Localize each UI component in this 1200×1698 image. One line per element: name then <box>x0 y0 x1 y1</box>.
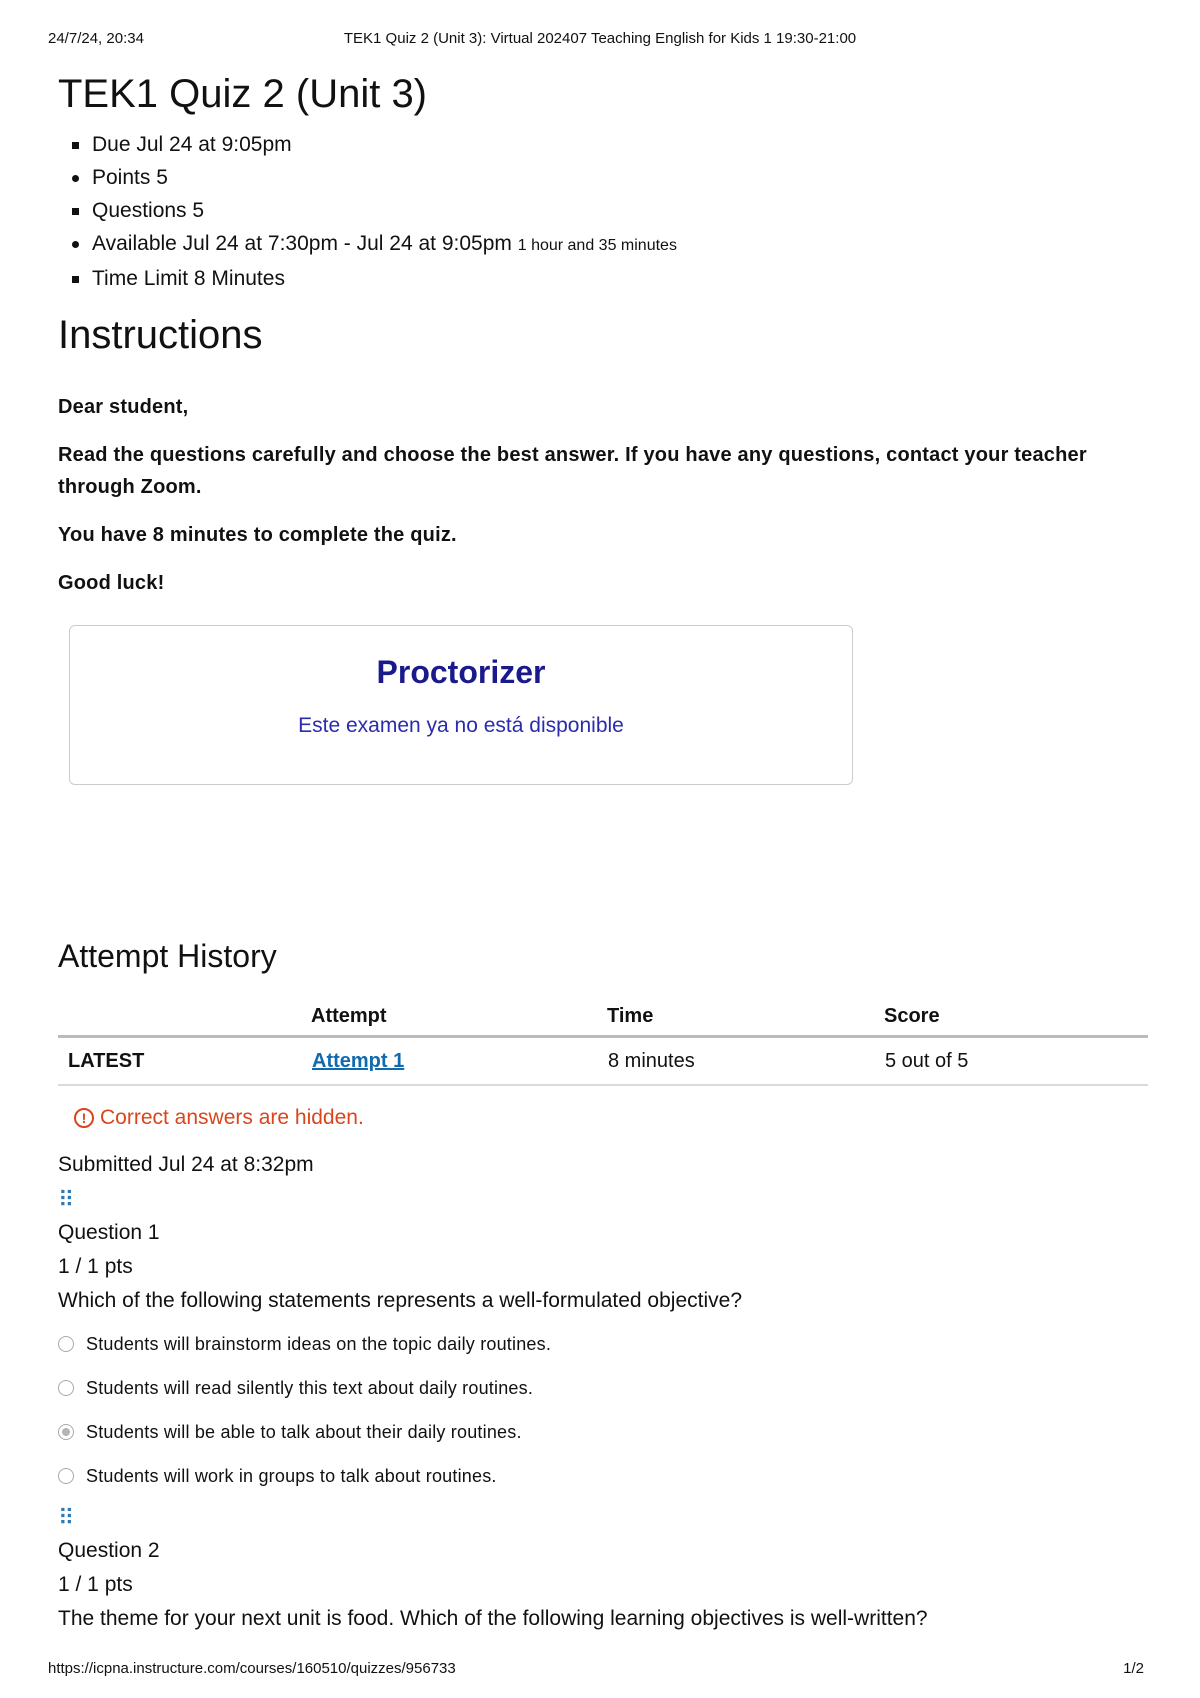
question-1-points: 1 / 1 pts <box>58 1255 133 1278</box>
page-title: TEK1 Quiz 2 (Unit 3) <box>58 72 428 116</box>
instructions-body <box>58 391 1148 599</box>
instructions-heading: Instructions <box>58 313 263 357</box>
quiz-meta-list <box>58 128 1148 295</box>
col-header-attempt: Attempt <box>311 997 607 1037</box>
answers-hidden-text: Correct answers are hidden. <box>100 1106 364 1129</box>
question-1-text: Which of the following statements represents a well-formulated objective? <box>58 1289 742 1312</box>
answer-option-text: Students will brainstorm ideas on the topic daily routines. <box>86 1333 552 1354</box>
meta-available-duration: 1 hour and 35 minutes <box>517 237 677 254</box>
radio-button[interactable] <box>58 1380 74 1396</box>
answer-option[interactable] <box>58 1454 1148 1498</box>
col-header-score: Score <box>884 997 1148 1037</box>
answer-option-text: Students will be able to talk about their daily routines. <box>86 1421 522 1442</box>
instructions-para1: Read the questions carefully and choose the best answer. If you have any questions, contact your teacher through Zoom. <box>58 444 1087 498</box>
meta-available-range: Available Jul 24 at 7:30pm - Jul 24 at 9:05pm <box>92 232 512 255</box>
attempt-cell <box>311 1037 607 1086</box>
table-header-row <box>58 997 1148 1037</box>
instructions-greeting: Dear student, <box>58 396 189 418</box>
answers-hidden-notice <box>74 1106 1148 1130</box>
attempt-1-link[interactable]: Attempt 1 <box>312 1049 405 1072</box>
submitted-timestamp: Submitted Jul 24 at 8:32pm <box>58 1153 314 1176</box>
answer-option-text: Students will work in groups to talk about routines. <box>86 1465 497 1486</box>
question-2-points: 1 / 1 pts <box>58 1573 133 1596</box>
answer-option-selected[interactable] <box>58 1410 1148 1454</box>
attempt-score: 5 out of 5 <box>884 1037 1148 1086</box>
question-2-label: Question 2 <box>58 1539 160 1562</box>
print-doc-title: TEK1 Quiz 2 (Unit 3): Virtual 202407 Teaching English for Kids 1 19:30-21:00 <box>343 30 857 47</box>
print-page-number: 1/2 <box>1123 1660 1144 1677</box>
question-1-label: Question 1 <box>58 1221 160 1244</box>
meta-questions: Questions 5 <box>92 194 1148 227</box>
answer-option[interactable] <box>58 1322 1148 1366</box>
answer-option[interactable] <box>58 1366 1148 1410</box>
question-2-text: The theme for your next unit is food. Which of the following learning objectives is well-written? <box>58 1607 928 1630</box>
proctorizer-title: Proctorizer <box>376 654 546 690</box>
instructions-para2: You have 8 minutes to complete the quiz. <box>58 524 457 546</box>
drag-handle-icon[interactable]: ⠿ <box>58 1505 73 1530</box>
attempt-history-heading: Attempt History <box>58 938 277 974</box>
table-row <box>58 1037 1148 1086</box>
attempt-label: LATEST <box>58 1037 311 1086</box>
meta-due: Due Jul 24 at 9:05pm <box>92 128 1148 161</box>
attempt-time: 8 minutes <box>607 1037 884 1086</box>
answer-option-text: Students will read silently this text about daily routines. <box>86 1377 534 1398</box>
instructions-closing: Good luck! <box>58 572 165 594</box>
question-1-answers <box>58 1322 1148 1498</box>
quiz-content <box>58 68 1148 1634</box>
drag-handle-icon[interactable]: ⠿ <box>58 1187 73 1212</box>
proctorizer-message: Este examen ya no está disponible <box>298 714 624 737</box>
print-datetime: 24/7/24, 20:34 <box>48 30 144 47</box>
radio-button-selected[interactable] <box>58 1424 74 1440</box>
col-header-label <box>58 997 311 1037</box>
attempt-history-table <box>58 997 1148 1086</box>
print-header <box>48 30 1152 50</box>
radio-button[interactable] <box>58 1336 74 1352</box>
meta-available <box>92 227 1148 262</box>
proctorizer-panel <box>69 625 853 785</box>
meta-points: Points 5 <box>92 161 1148 194</box>
col-header-time: Time <box>607 997 884 1037</box>
alert-circle-icon: ! <box>74 1108 94 1128</box>
meta-time-limit: Time Limit 8 Minutes <box>92 262 1148 295</box>
print-footer <box>48 1660 1152 1680</box>
radio-button[interactable] <box>58 1468 74 1484</box>
print-url: https://icpna.instructure.com/courses/160510/quizzes/956733 <box>48 1660 456 1677</box>
